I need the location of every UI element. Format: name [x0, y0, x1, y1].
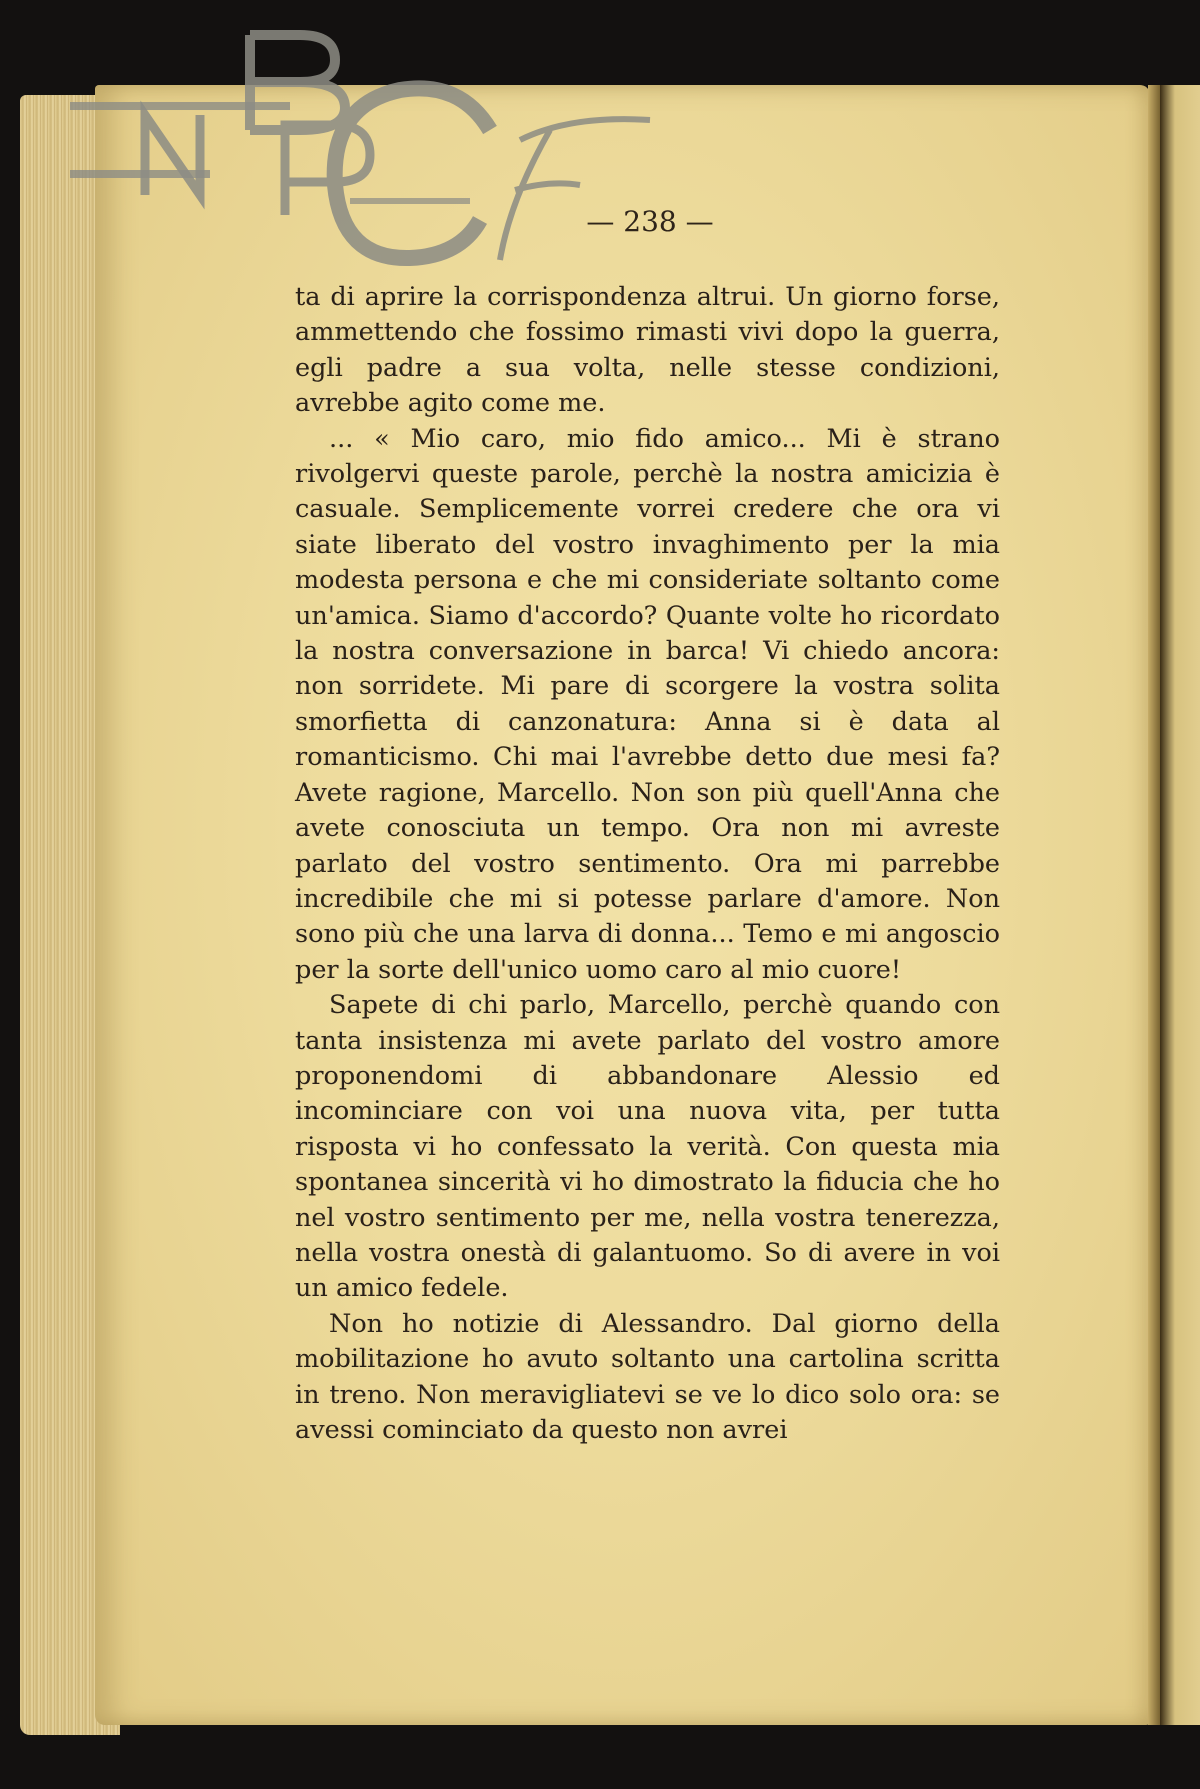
paragraph: Non ho notizie di Alessandro. Dal giorno della mobilitazione ho avuto soltanto una cartolina scritta in treno. Non meravigliatevi se ve lo dico solo ora: se avessi cominciato da questo non avrei [295, 1308, 1000, 1445]
paragraph: ta di aprire la corrispondenza altrui. Un giorno forse, ammettendo che fossimo rimasti vivi dopo la guerra, egli padre a sua volta, nelle stesse condizioni, avrebbe agito come me. [295, 282, 1000, 419]
paragraph: ... « Mio caro, mio fido amico... Mi è strano rivolgervi queste parole, perchè la nostra amicizia è casuale. Semplicemente vorrei credere che ora vi siate liberato del vostro invaghimento per la mia modesta persona e che mi consideriate soltanto come un'amica. Siamo d'accordo? Quante volte ho ricordato la nostra conversazione in barca! Vi chiedo ancora: non sorridete. Mi pare di scorgere la vostra solita smorfietta di canzonatura: Anna si è data al romanticismo. Chi mai l'avrebbe detto due mesi fa? Avete ragione, Marcello. Non son più quell'Anna che avete conosciuta un tempo. Ora non mi avreste parlato del vostro sentimento. Ora mi parrebbe incredibile che mi si potesse parlare d'amore. Non sono più che una larva di donna... Temo e mi angoscio per la sorte dell'unico uomo caro al mio cuore! [295, 423, 1000, 985]
paragraph: Sapete di chi parlo, Marcello, perchè quando con tanta insistenza mi avete parlato del vostro amore proponendomi di abbandonare Alessio ed incominciare con voi una nuova vita, per tutta risposta vi ho confessato la verità. Con questa mia spontanea sincerità vi ho dimostrato la fiducia che ho nel vostro sentimento per me, nella vostra tenerezza, nella vostra onestà di galantuomo. So di avere in voi un amico fedele. [295, 990, 1000, 1304]
page-number: — 238 — [586, 205, 714, 238]
body-text [295, 280, 1000, 1448]
facing-page-edge [1160, 85, 1200, 1725]
